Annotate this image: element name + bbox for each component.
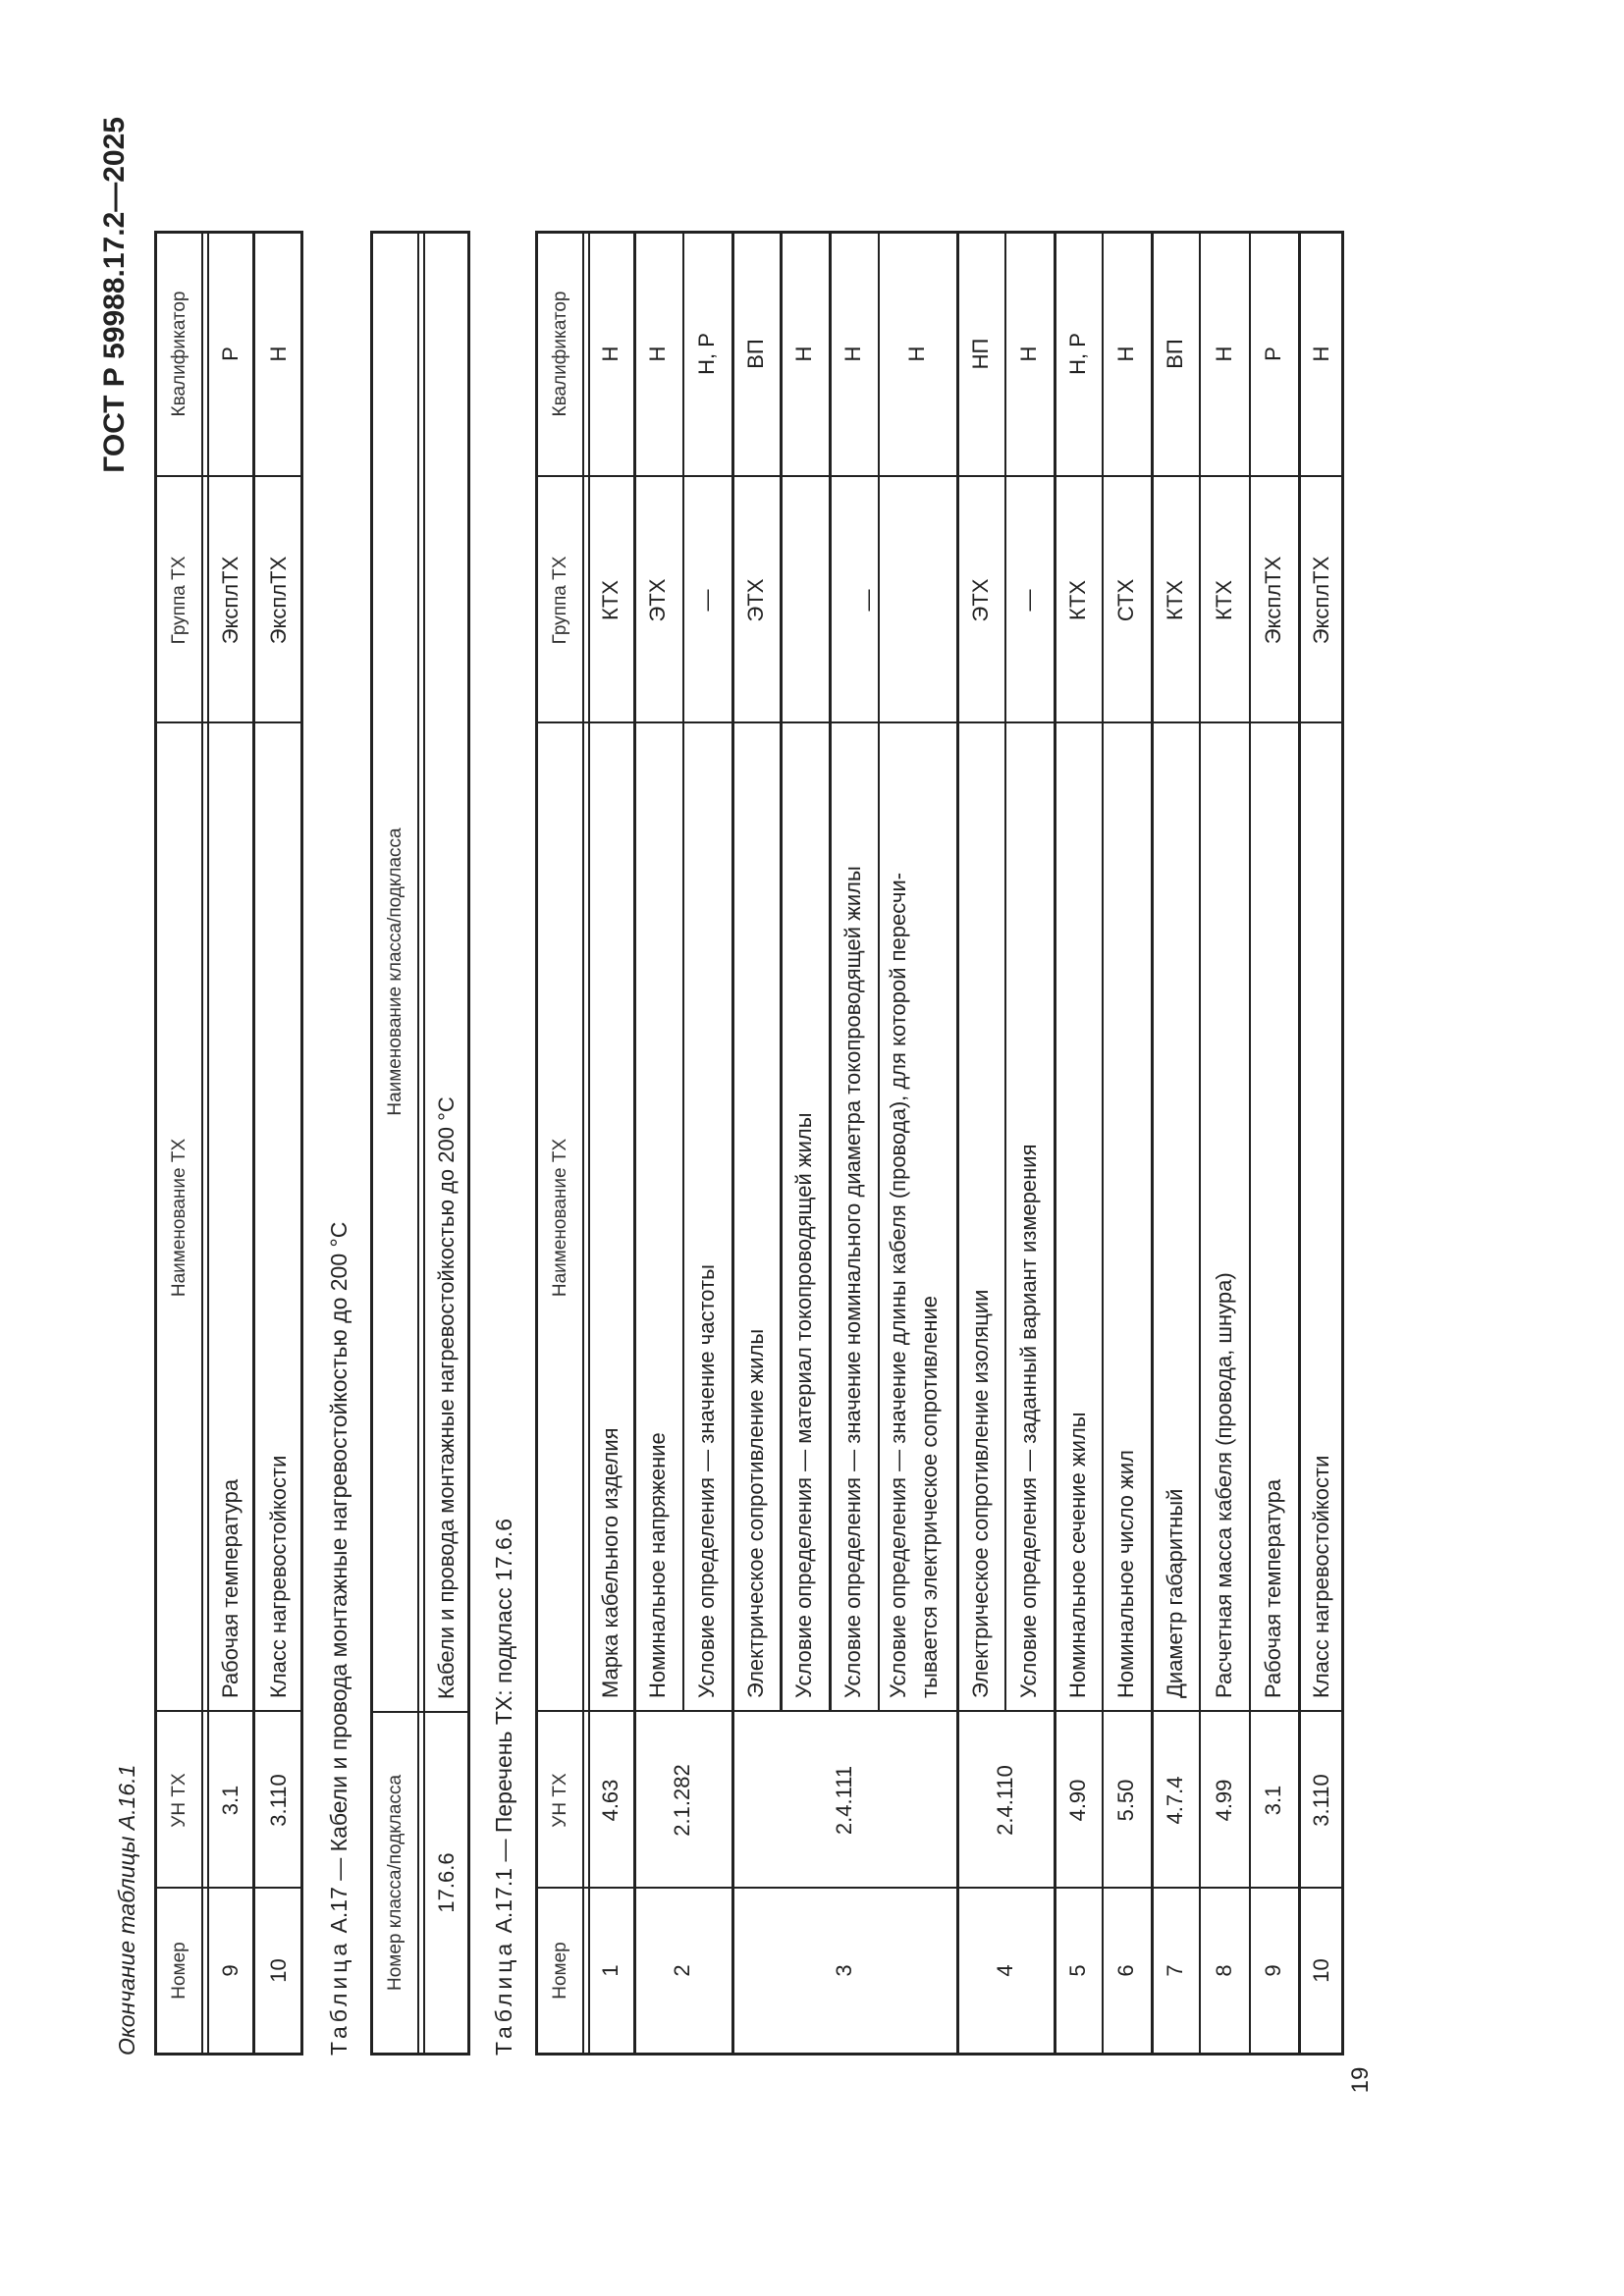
row-name: Рабочая температура — [1261, 1478, 1285, 1698]
col-header-group: Группа ТХ — [169, 556, 189, 645]
row-group: КТХ — [1162, 580, 1187, 620]
row-number: 9 — [1261, 1964, 1285, 1977]
row-number: 8 — [1211, 1964, 1236, 1977]
caption-prefix: Таблица — [491, 1939, 516, 2056]
row-code: 3.1 — [217, 1785, 243, 1816]
row-group: ЭксплТХ — [1261, 556, 1285, 645]
row-qualifier: НП — [967, 338, 993, 370]
row-name: Электрическое сопротивление жилы — [742, 1328, 768, 1698]
row-qualifier: Н — [840, 346, 865, 362]
caption-text: А.17 — Кабели и провода монтажные нагревостойкостью до 200 °С — [326, 1221, 352, 1934]
col-header-class-number: Номер класса/подкласса — [385, 1774, 406, 1992]
row-number: 4 — [992, 1964, 1017, 1977]
row-name: Номинальное число жил — [1113, 1450, 1138, 1698]
page-number: 19 — [1347, 2066, 1374, 2094]
row-name: Диаметр габаритный — [1162, 1488, 1187, 1698]
row-name: Условие определения — материал токопроводящей жилы — [791, 1112, 816, 1698]
row-name: Номинальное сечение жилы — [1064, 1412, 1090, 1698]
row-name-line-2: тывается электрическое сопротивление — [917, 1295, 942, 1698]
class-name: Кабели и провода монтажные нагревостойкостью до 200 °С — [434, 1096, 459, 1699]
row-name-line-1: Условие определения — значение длины кабеля (провода), для которой пересчи- — [886, 872, 910, 1698]
col-header-name: Наименование ТХ — [169, 1138, 189, 1298]
row-group: КТХ — [598, 580, 623, 620]
table-a16-1-end — [154, 231, 303, 2056]
row-qualifier: Н — [1016, 346, 1041, 362]
row-name: Расчетная масса кабеля (провода, шнура) — [1211, 1272, 1236, 1698]
table-a17-1 — [535, 231, 1344, 2056]
row-qualifier: ВП — [1162, 339, 1187, 369]
row-group: ЭксплТХ — [1308, 556, 1333, 645]
row-qualifier: Р — [217, 347, 243, 361]
row-qualifier: Н, Р — [1064, 333, 1090, 375]
col-header-qualifier: Квалификатор — [169, 291, 189, 417]
row-number: 1 — [598, 1964, 623, 1977]
row-name-multiline — [878, 723, 956, 1712]
row-qualifier: Н, Р — [694, 333, 719, 375]
row-group: ЭТХ — [742, 578, 768, 622]
row-name: Электрическое сопротивление изоляции — [967, 1289, 993, 1698]
row-name: Условие определения — заданный вариант измерения — [1016, 1144, 1041, 1698]
row-group: ЭксплТХ — [217, 556, 243, 645]
row-number: 9 — [217, 1964, 243, 1977]
col-header-code: УН ТХ — [550, 1773, 570, 1828]
col-header-class-name: Наименование класса/подкласса — [385, 828, 406, 1116]
row-number: 5 — [1064, 1964, 1090, 1977]
table-a17 — [370, 231, 470, 2056]
row-group-merged: — — [855, 589, 880, 612]
col-header-code: УН ТХ — [169, 1773, 189, 1828]
row-code: 4.99 — [1211, 1779, 1236, 1822]
col-header-number: Номер — [169, 1942, 189, 2000]
row-qualifier: Н — [1211, 346, 1236, 362]
row-code: 5.50 — [1113, 1779, 1138, 1822]
table-a17-1-caption — [491, 1519, 517, 2056]
col-header-group: Группа ТХ — [550, 556, 570, 645]
row-group: КТХ — [1211, 580, 1236, 620]
row-number: 3 — [831, 1964, 856, 1977]
row-code: 4.90 — [1064, 1779, 1090, 1822]
row-code: 3.110 — [1308, 1774, 1333, 1827]
row-group: КТХ — [1064, 580, 1090, 620]
col-header-number: Номер — [550, 1942, 570, 2000]
row-code: 3.110 — [266, 1774, 291, 1827]
row-name: Класс нагревостойкости — [266, 1455, 291, 1698]
row-group: ЭТХ — [967, 578, 993, 622]
row-code: 3.1 — [1261, 1785, 1285, 1816]
table-a17-caption — [326, 1222, 352, 2056]
row-name: Марка кабельного изделия — [598, 1427, 623, 1698]
row-name: Условие определения — значение номинального диаметра токопроводящей жилы — [840, 866, 865, 1698]
row-name: Условие определения — значение частоты — [694, 1264, 719, 1698]
col-header-name: Наименование ТХ — [550, 1138, 570, 1298]
row-qualifier: Р — [1261, 347, 1285, 361]
row-qualifier: Н — [266, 346, 291, 362]
row-name: Номинальное напряжение — [645, 1432, 670, 1698]
row-code: 2.4.111 — [831, 1765, 856, 1836]
col-header-qualifier: Квалификатор — [550, 291, 570, 417]
row-qualifier: Н — [598, 346, 623, 362]
table-a16-1-continuation-caption: Окончание таблицы А.16.1 — [114, 1764, 139, 2056]
row-group: ЭксплТХ — [266, 556, 291, 645]
row-name: Класс нагревостойкости — [1308, 1455, 1333, 1698]
row-code: 2.1.282 — [670, 1764, 694, 1837]
document-code: ГОСТ Р 59988.17.2—2025 — [98, 117, 131, 473]
row-qualifier: Н — [1308, 346, 1333, 362]
row-group: ЭТХ — [645, 578, 670, 622]
row-number: 6 — [1113, 1964, 1138, 1977]
row-group: СТХ — [1113, 578, 1138, 622]
row-number: 10 — [266, 1958, 291, 1983]
row-qualifier: Н — [904, 346, 929, 362]
row-number: 10 — [1308, 1958, 1333, 1983]
row-code: 2.4.110 — [992, 1765, 1017, 1836]
row-number: 7 — [1162, 1964, 1187, 1977]
caption-prefix: Таблица — [326, 1939, 352, 2056]
row-code: 4.63 — [598, 1779, 623, 1822]
row-qualifier: Н — [645, 346, 670, 362]
row-qualifier: Н — [1113, 346, 1138, 362]
row-qualifier: Н — [791, 346, 816, 362]
row-group: — — [1016, 589, 1041, 612]
class-number: 17.6.6 — [434, 1852, 459, 1913]
caption-text: А.17.1 — Перечень ТХ: подкласс 17.6.6 — [491, 1518, 516, 1934]
row-number: 2 — [670, 1964, 694, 1977]
row-name: Рабочая температура — [217, 1478, 243, 1698]
row-code: 4.7.4 — [1162, 1776, 1187, 1825]
row-qualifier: ВП — [742, 339, 768, 369]
row-group: — — [694, 589, 719, 612]
